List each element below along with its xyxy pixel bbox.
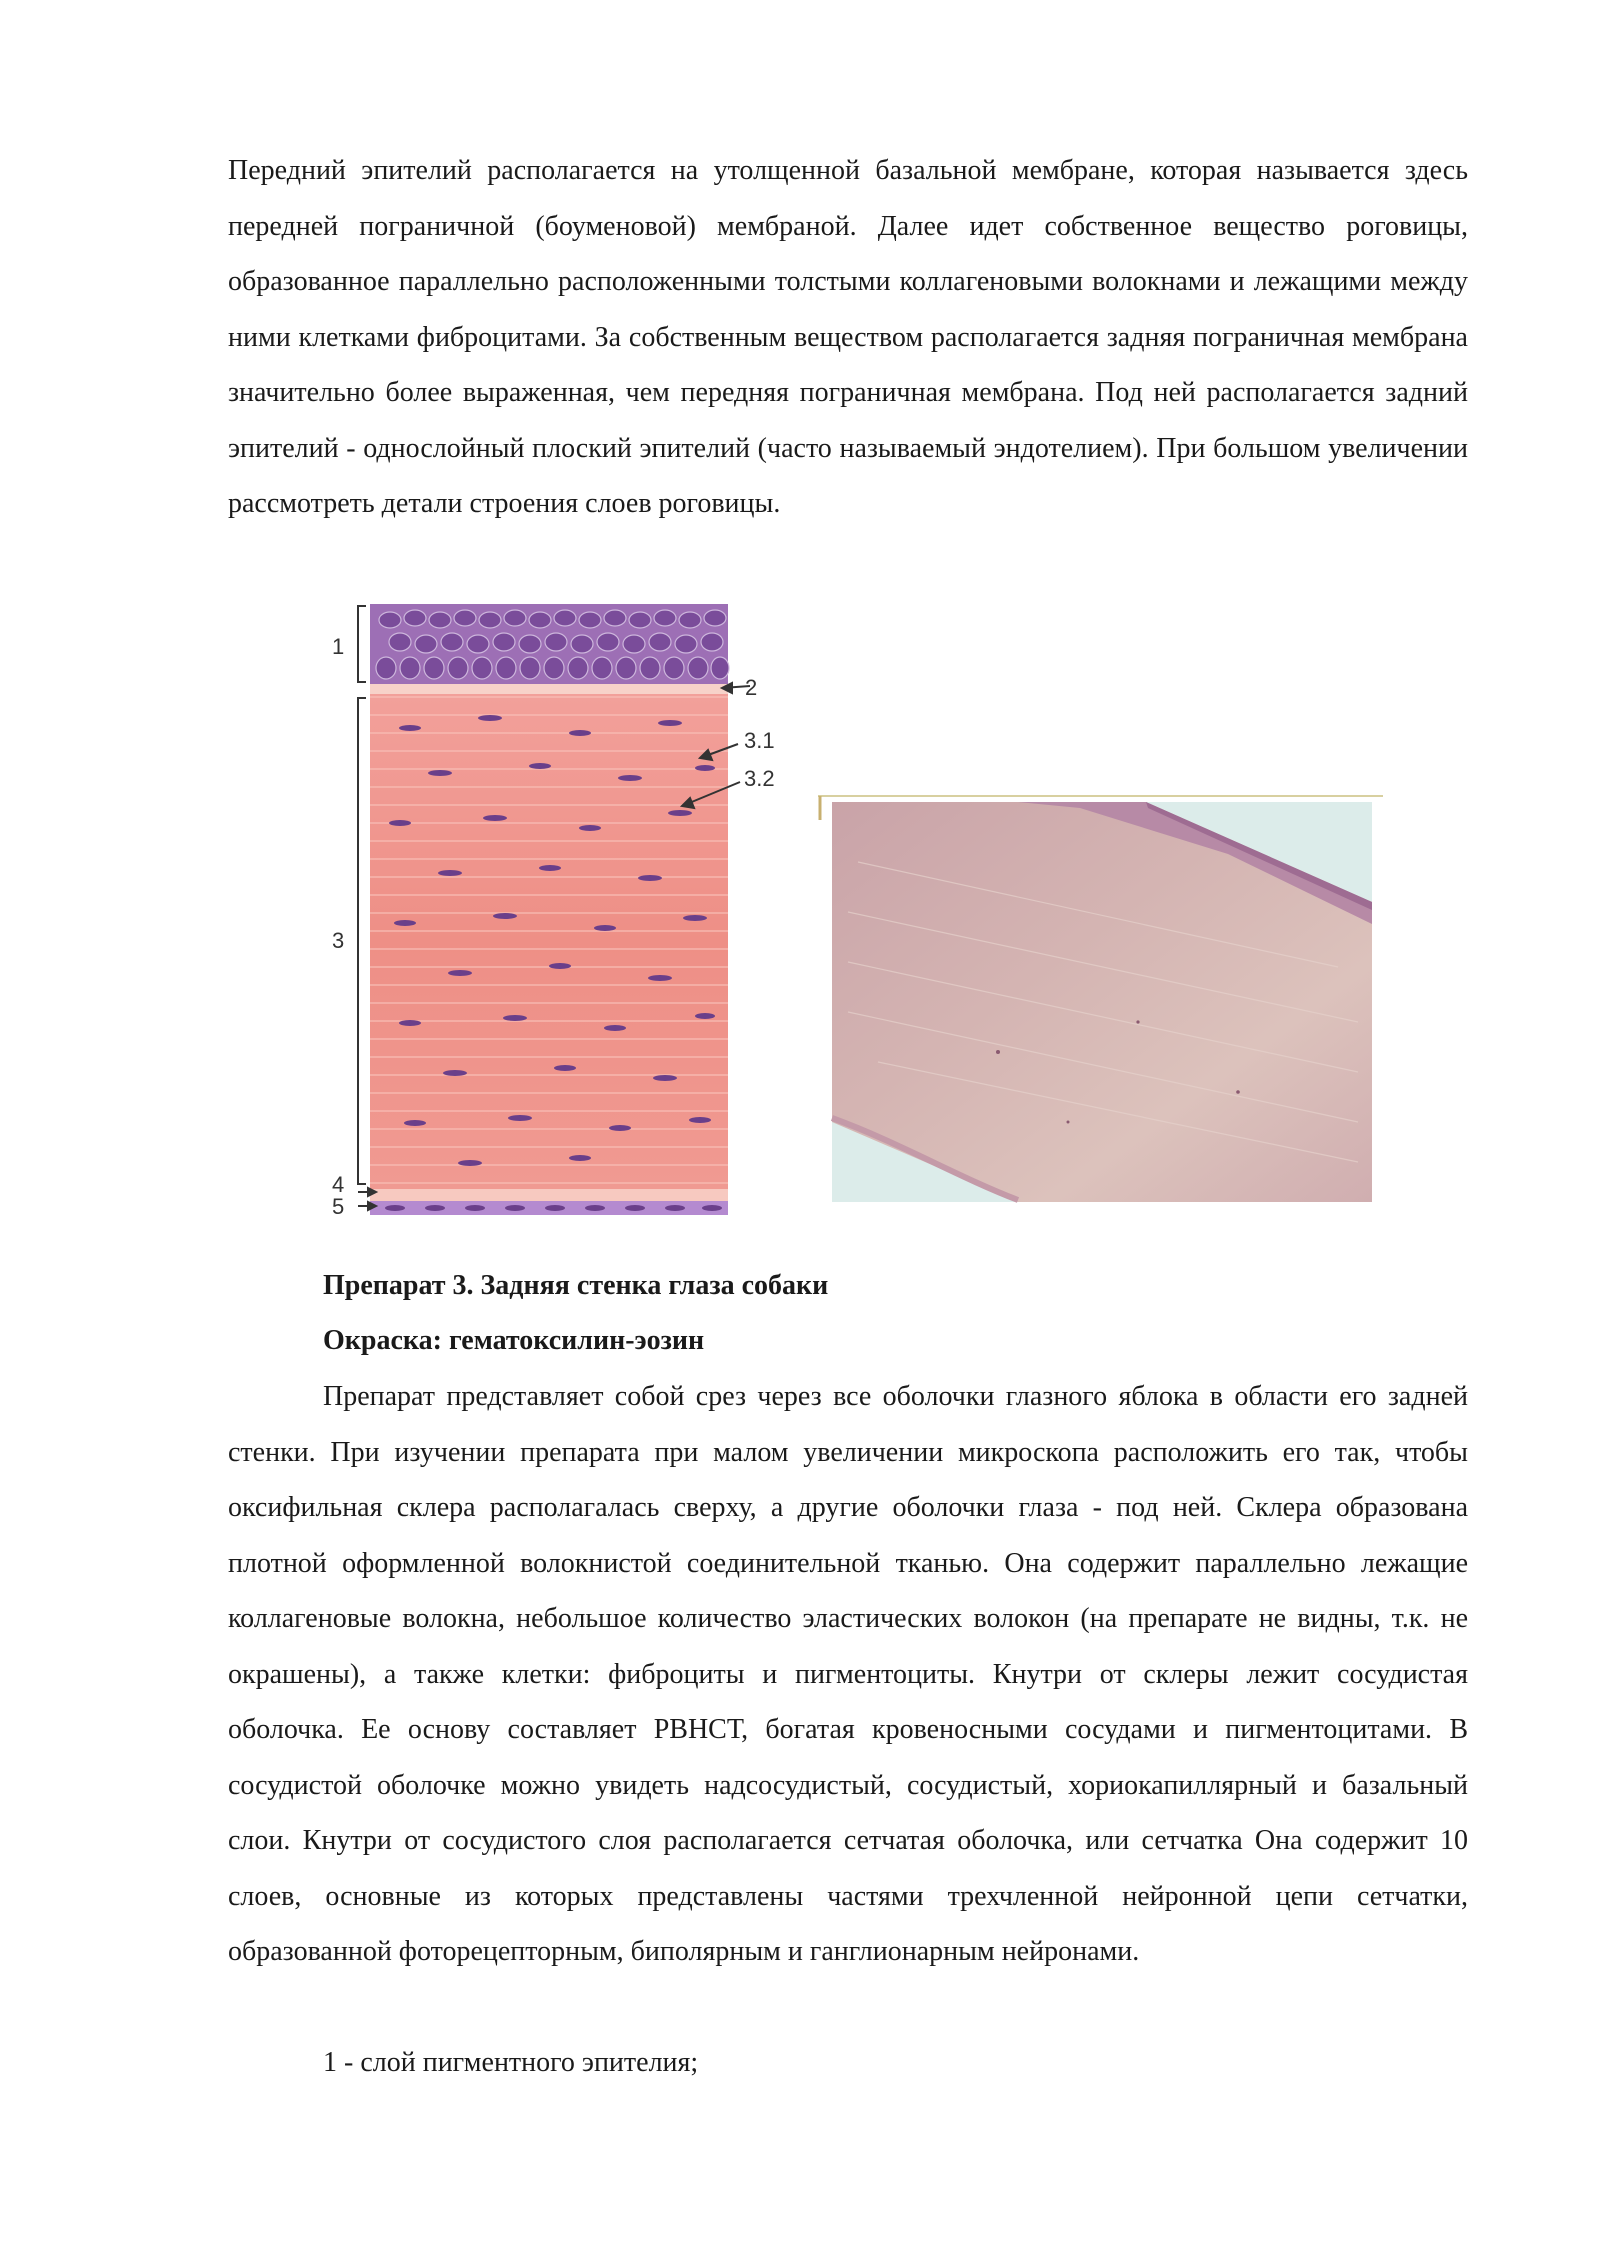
- bowman-membrane: [370, 684, 728, 694]
- paragraph-eye-wall: Препарат представляет собой срез через все оболочки глазного яблока в области его задней стенки. При изучении препарата при малом увеличении микроскопа расположить его так, чтобы оксифильная склера располагалась сверху, а другие оболочки глаза - под ней. Склера образована плотной оформленной волокнистой соединительной тканью. Она содержит параллельно лежащие коллагеновые волокна, небольшое количество эластических волокон (на препарате не видны, т.к. не окрашены), а также клетки: фиброциты и пигментоциты. Кнутри от склеры лежит сосудистая оболочка. Ее основу составляет РВНСТ, богатая кровеносными сосудами и пигментоцитами. В сосудистой оболочке можно увидеть надсосудистый, сосудистый, хориокапиллярный и базальный слои. Кнутри от сосудистого слоя располагается сетчатая оболочка, или сетчатка Она содержит 10 слоев, основные из которых представлены частями трехчленной нейронной цепи сетчатки, образованной фоторецепторным, биполярным и ганглионарным нейронами.: [228, 1381, 1468, 1967]
- label-4: 4: [332, 1172, 345, 1197]
- list-item-pigment-layer: 1 - слой пигментного эпителия;: [323, 2047, 699, 2078]
- label-3-1: 3.1: [744, 728, 775, 753]
- label-5: 5: [332, 1194, 345, 1219]
- preparation-3-heading: Препарат 3. Задняя стенка глаза собаки: [323, 1270, 829, 1301]
- paragraph-cornea-layers: Передний эпителий располагается на утолщенной базальной мембране, которая называется здесь передней пограничной (боуменовой) мембраной. Далее идет собственное вещество роговицы, образованное параллельно расположенными толстыми коллагеновыми волокнами и лежащими между ними клетками фиброцитами. За собственным веществом располагается задняя пограничная мембрана значительно более выраженная, чем передняя пограничная мембрана. Под ней располагается задний эпителий - однослойный плоский эпителий (часто называемый эндотелием). При большом увеличении рассмотреть детали строения слоев роговицы.: [228, 155, 1468, 519]
- staining-heading: Окраска: гематоксилин-эозин: [323, 1325, 705, 1356]
- cornea-schematic-figure: [320, 598, 790, 1233]
- descemet-membrane: [370, 1189, 728, 1201]
- label-3: 3: [332, 928, 345, 953]
- label-3-2: 3.2: [744, 766, 775, 791]
- label-2: 2: [745, 675, 758, 700]
- cornea-micrograph: [818, 792, 1383, 1212]
- label-1: 1: [332, 634, 345, 659]
